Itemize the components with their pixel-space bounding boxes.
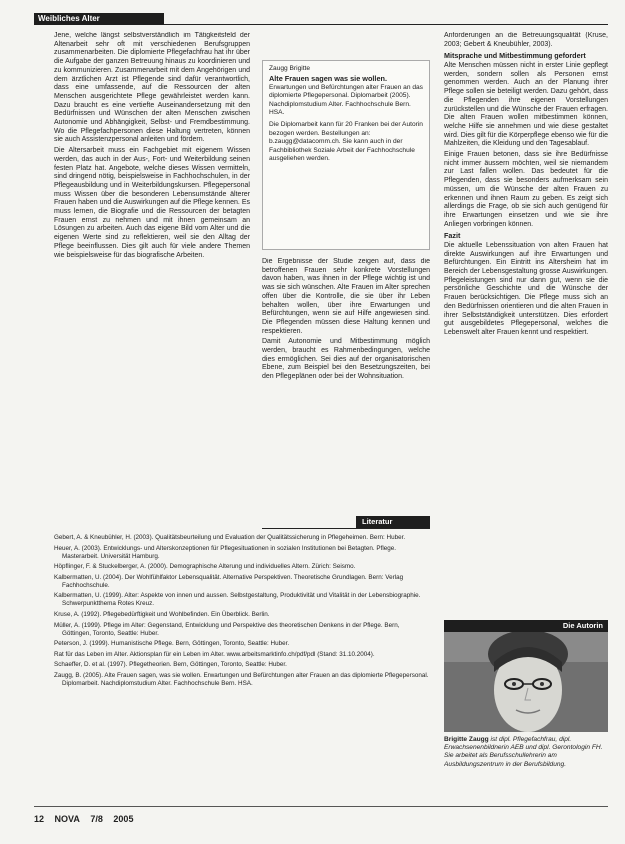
- literature-item: Zaugg, B. (2005). Alte Frauen sagen, was sie wollen. Erwartungen und Befürchtungen alter Frauen an das diplomierte Pflegepersonal. Diplomarbeit. Nachdiplomstudium Alter. Fachhochschule Bern. HSA.: [54, 671, 429, 687]
- author-bio: [444, 736, 608, 796]
- literature-item: Gebert, A. & Kneubühler, H. (2003). Qualitätsbeurteilung und Evaluation der Qualitätssicherung in Pflegeheimen. Bern: Huber.: [54, 534, 406, 541]
- col3-paragraph: Einige Frauen betonen, dass sie ihre Bedürfnisse nicht immer äussern möchten, weil sie niemandem zur Last fallen wollen. Das bedeutet für die Pflegenden, dass sie besonders aufmerksam sein müssen, um die Wünsche der alten Frauen zu erkennen und ihnen Raum zu geben. Es zeigt sich allerdings die Frage, ob sie sich auch genügend für ihre Erwartungen einsetzen und wie sie ihre Anliegen vorbringen können.: [444, 151, 608, 228]
- literature-item: Kalbermatten, U. (2004). Der Wohlfühlfaktor Lebensqualität. Alternative Perspektiven. Theoretische Grundlagen. Bern: Verlag Fachhochschule.: [54, 573, 404, 589]
- section-tag: Weibliches Alter: [34, 13, 164, 25]
- infobox-description: Erwartungen und Befürchtungen alter Frauen an das diplomierte Pflegepersonal. Diplomarbeit (2005). Nachdiplomstudium Alter. Fachhochschule Bern. HSA.: [269, 83, 423, 117]
- literature-tag: Literatur: [356, 516, 430, 528]
- col3-intro: Anforderungen an die Betreuungsqualität (Kruse, 2003; Gebert & Kneubühler, 2003).: [444, 32, 608, 48]
- column-2: [262, 258, 430, 502]
- col1-paragraph: Die Altersarbeit muss ein Fachgebiet mit eigenem Wissen werden, das auch in der Aus-, Fort- und Weiterbildung seinen festen Platz hat. Angebote, welche dieses Wissen vermitteln, sind dringend nötig, beispielsweise in Fachhochschulen, in der Pflegeausbildung und in Weiterbildungskursen. Pflegepersonal muss Wissen über die besonderen Lebensumstände älterer Frauen haben und die Auswirkungen auf die Pflege kennen. Es muss lernen, die Biografie und die Ressourcen der betagten Frauen ernst zu nehmen und mit ihnen gemeinsam an Lösungen zu arbeiten. Auch das eigene Bild vom Alter und die eigenen Werte sind zu reflektieren, weil sie den Alltag der Pflege beeinflussen. Dies gilt auch für viele andere Themen wie beispielsweise für das biografische Arbeiten.: [54, 147, 250, 259]
- issue-number: 7/8: [90, 814, 103, 824]
- infobox-title: Alte Frauen sagen was sie wollen.: [269, 74, 388, 84]
- infobox-note: Die Diplomarbeit kann für 20 Franken bei der Autorin bezogen werden. Bestellungen an: b.zaugg@datacomm.ch. Sie kann auch in der Fachbibliothek Soziale Arbeit der Fachhochschule ausgeliehen werden.: [269, 121, 423, 163]
- col3-paragraph: Alte Menschen müssen nicht in erster Linie gepflegt werden, sondern sollen als Personen ernst genommen werden. Auch an der Planung ihrer Pflege sollen sie beteiligt werden. Dazu gehört, dass die Pflegenden ihre eigenen Vorstellungen zurückstellen und die Wünsche der Frauen erfragen. Die alten Frauen wollen mitbestimmen können, welche Hilfe sie annehmen und wie diese gestaltet wird. Dies gilt für die Körperpflege ebenso wie für die Mahlzeiten, die Kleidung und den Tagesablauf.: [444, 62, 608, 148]
- literature-list: [54, 534, 430, 800]
- literature-item: Heuer, A. (2003). Entwicklungs- und Alterskonzeptionen für Pflegesituationen in sozialen Institutionen bei Betagten. Pflege. Masterarbeit. Universität Hamburg.: [54, 544, 396, 560]
- col3-heading: Mitsprache und Mitbestimmung gefordert: [444, 51, 586, 61]
- infobox-author: Zaugg Brigitte: [269, 65, 311, 72]
- issue-year: 2005: [113, 814, 134, 824]
- author-tag: Die Autorin: [444, 620, 608, 632]
- col2-paragraph: Damit Autonomie und Mitbestimmung möglich werden, braucht es Rahmenbedingungen, welche dies ermöglichen. Sei dies auf der organisatorischen Ebene, zum Beispiel bei den Besetzungszeiten, bei den Pflegeplänen oder bei der Wohnsituation.: [262, 338, 430, 381]
- footer-rule: [34, 806, 608, 807]
- col3-paragraph: Die aktuelle Lebenssituation von alten Frauen hat direkte Auswirkungen auf ihre Erwartungen und Befürchtungen. Ein Eintritt ins Altersheim hat im Bereich der Lebensgestaltung grosse Auswirkungen. Pflegeleistungen sind nur dann gut, wenn sie die persönliche Geschichte und die Wünsche der Frauen berücksichtigen. Die Pflege muss sich an den Bedürfnissen orientieren und die alten Frauen in ihrer Selbstständigkeit unterstützen. Dies erfordert gut ausgebildetes Pflegepersonal, welches die Lebenswelt alter Frauen kennt und respektiert.: [444, 241, 608, 336]
- author-portrait: [444, 632, 608, 732]
- literature-item: Kalbermatten, U. (1999). Alter: Aspekte von innen und aussen. Selbstgestaltung, Produktivität und Vitalität in der Lebensbiographie. Schwerpunktthema Rotes Kreuz.: [54, 592, 421, 608]
- page-number: 12: [34, 814, 45, 824]
- col2-paragraph: Die Ergebnisse der Studie zeigen auf, dass die betroffenen Frauen sehr konkrete Vorstellungen davon haben, was ihnen in der Pflege wichtig ist und was sie sich wünschen. Alte Frauen im Alter sprechen offen über die Kontrolle, die sie über ihr Leben behalten wollen, über ihre Erwartungen und Befürchtungen, wenn sie auf Hilfe angewiesen sind. Die Pflegenden müssen diese Haltung kennen und respektieren.: [262, 258, 430, 335]
- literature-item: Kruse, A. (1992). Pflegebedürftigkeit und Wohlbefinden. Ein Überblick. Berlin.: [54, 610, 270, 618]
- literature-item: Höpflinger, F. & Stuckelberger, A. (2000). Demographische Alterung und individuelles Altern. Zürich: Seismo.: [54, 563, 356, 571]
- author-bio-text: ist dipl. Pflegefachfrau, dipl. Erwachsenenbildnerin AEB und dipl. Gerontologin FH. Sie arbeitet als Berufsschullehrerin am Ausbildungszentrum in der Berufsbildung.: [444, 736, 603, 768]
- magazine-name: NOVA: [54, 814, 80, 824]
- col3-heading: Fazit: [444, 231, 461, 241]
- literature-item: Rat für das Leben im Alter. Aktionsplan für ein Leben im Alter. www.arbeitsmarktinfo.ch/pdf/pdl (Stand: 31.10.2004).: [54, 650, 375, 658]
- page-footer: [34, 814, 141, 824]
- literature-item: Schaeffer, D. et al. (1997). Pflegetheorien. Bern, Göttingen, Toronto, Seattle: Huber.: [54, 661, 287, 669]
- author-name: Brigitte Zaugg: [444, 736, 489, 743]
- column-1: [54, 32, 250, 500]
- literature-item: Müller, A. (1999). Pflege im Alter: Gegenstand, Entwicklung und Perspektive des theoretischen Denkens in der Pflege. Bern, Göttingen, Toronto, Seattle: Huber.: [54, 621, 400, 637]
- portrait-image: [444, 632, 608, 732]
- info-box: [262, 60, 430, 250]
- col1-paragraph: Jene, welche längst selbstverständlich im Tätigkeitsfeld der Altenarbeit sehr oft mit verschiedenen Berufsgruppen zusammenarbeiten. Die diplomierte Pflegefachfrau hat ihr über die Aufgabe der ganzen Betreuung hinaus zu koordinieren und zu kommunizieren. Zusammenarbeit mit dem Angehörigen und dem ärztlichen Arzt ist Pflegende sind dafür verantwortlich, dass eine umfassende, auf die Ressourcen der alten Menschen ausgerichtete Pflege gewährleistet werden kann. Dazu braucht es eine vertiefte Auseinandersetzung mit den Bedürfnissen und Wünschen der alten Menschen zwischen Autonomie und Abhängigkeit, Selbst- und Fremdbestimmung. Wo die Pflegefachpersonen diese Haltung vertreten, können sie auch Assistenzpersonal anleiten und fördern.: [54, 32, 250, 144]
- literature-item: Peterson, J. (1999). Humanistische Pflege. Bern, Göttingen, Toronto, Seattle: Huber.: [54, 640, 290, 648]
- column-3: [444, 32, 608, 626]
